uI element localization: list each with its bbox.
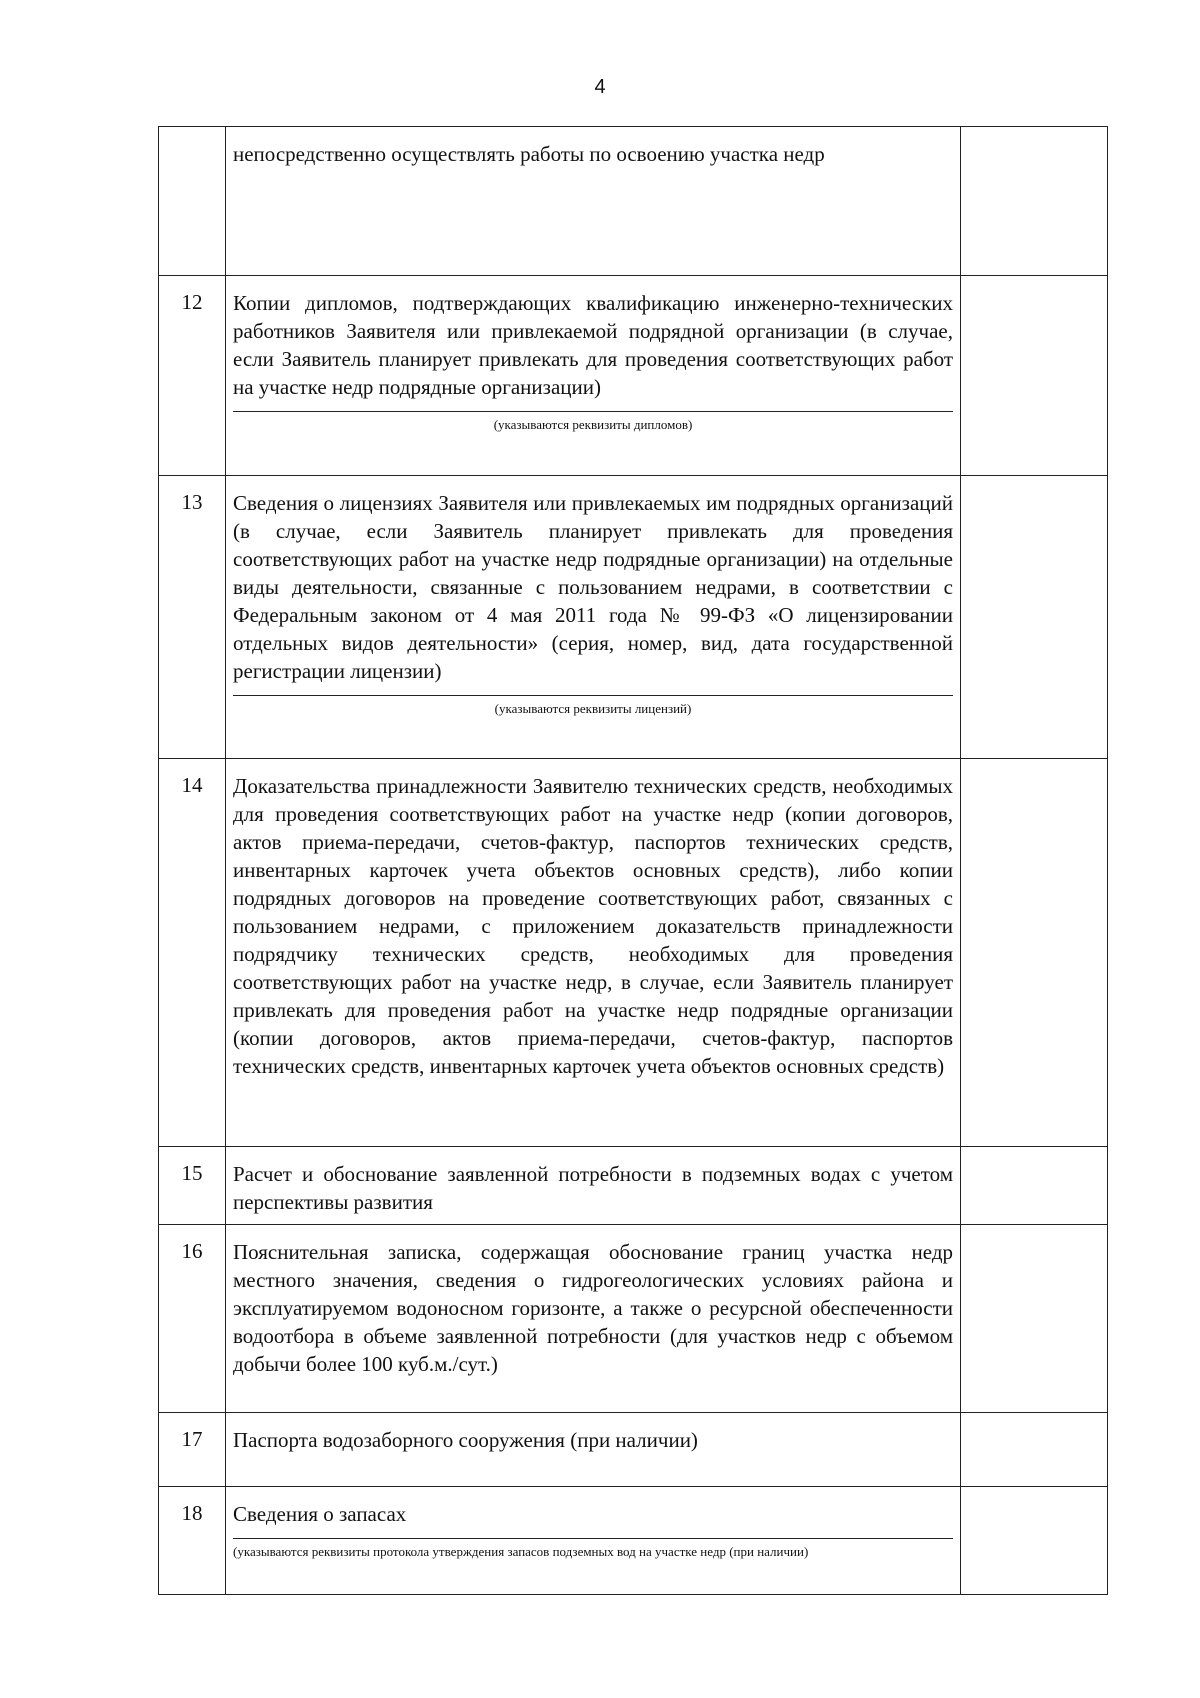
row-text-cell [226,1225,961,1413]
row-number: 14 [159,759,226,1147]
table-row [159,1487,1108,1595]
row-text: Паспорта водозаборного сооружения (при наличии) [233,1428,698,1452]
row-text: Расчет и обоснование заявленной потребности в подземных водах с учетом перспективы развития [233,1162,953,1214]
row-number: 17 [159,1413,226,1487]
row-text: Пояснительная записка, содержащая обоснование границ участка недр местного значения, сведения о гидрогеологических условиях района и эксплуатируемом водоносном горизонте, а также о ресурсной обеспеченности водоотбора в объеме заявленной потребности (для участков недр с объемом добычи более 100 куб.м./сут.) [233,1240,953,1376]
fill-in-line [233,1538,953,1539]
fill-in-line [233,695,953,696]
row-number: 13 [159,476,226,759]
row-number: 16 [159,1225,226,1413]
row-text-cell [226,127,961,276]
row-text-cell [226,276,961,476]
table-row [159,476,1108,759]
row-text-cell [226,1487,961,1595]
documents-table [158,126,1108,1595]
row-number: 15 [159,1147,226,1225]
row-number: 12 [159,276,226,476]
row-note-cell [961,1487,1108,1595]
table-row [159,1147,1108,1225]
fill-in-hint: (указываются реквизиты протокола утверждения запасов подземных вод на участке недр (при наличии) [233,1544,809,1559]
row-text: Доказательства принадлежности Заявителю технических средств, необходимых для проведения соответствующих работ на участке недр (копии договоров, актов приема-передачи, счетов-фактур, паспортов технических средств, инвентарных карточек учета объектов основных средств), либо копии подрядных договоров на проведение соответствующих работ, связанных с пользованием недрами, с приложением доказательств принадлежности подрядчику технических средств, необходимых для проведения соответствующих работ на участке недр, в случае, если Заявитель планирует привлекать для проведения работ на участке недр подрядные организации (копии договоров, актов приема-передачи, счетов-фактур, паспортов технических средств, инвентарных карточек учета объектов основных средств) [233,774,953,1078]
fill-in-hint: (указываются реквизиты дипломов) [493,417,693,432]
row-number: 18 [159,1487,226,1595]
table-row [159,276,1108,476]
row-note-cell [961,759,1108,1147]
row-note-cell [961,276,1108,476]
table-row [159,1225,1108,1413]
row-text-cell [226,1147,961,1225]
row-note-cell [961,476,1108,759]
row-text: Сведения о запасах [233,1502,407,1526]
row-text: Сведения о лицензиях Заявителя или привлекаемых им подрядных организаций (в случае, если Заявитель планирует привлекать для проведения соответствующих работ на участке недр подрядные организации) на отдельные виды деятельности, связанные с пользованием недрами, в соответствии с Федеральным законом от 4 мая 2011 года № 99-ФЗ «О лицензировании отдельных видов деятельности» (серия, номер, вид, дата государственной регистрации лицензии) [233,491,953,683]
row-text-cell [226,1413,961,1487]
row-text: непосредственно осуществлять работы по освоению участка недр [233,142,825,166]
row-number [159,127,226,276]
table-row [159,127,1108,276]
row-text-cell [226,476,961,759]
table-row [159,759,1108,1147]
fill-in-line [233,411,953,412]
page-number: 4 [594,76,606,98]
table-row [159,1413,1108,1487]
row-note-cell [961,127,1108,276]
row-text-cell [226,759,961,1147]
row-note-cell [961,1147,1108,1225]
row-text: Копии дипломов, подтверждающих квалификацию инженерно-технических работников Заявителя или привлекаемой подрядной организации (в случае, если Заявитель планирует привлекать для проведения соответствующих работ на участке недр подрядные организации) [233,291,953,399]
fill-in-hint: (указываются реквизиты лицензий) [494,701,692,716]
row-note-cell [961,1413,1108,1487]
row-note-cell [961,1225,1108,1413]
